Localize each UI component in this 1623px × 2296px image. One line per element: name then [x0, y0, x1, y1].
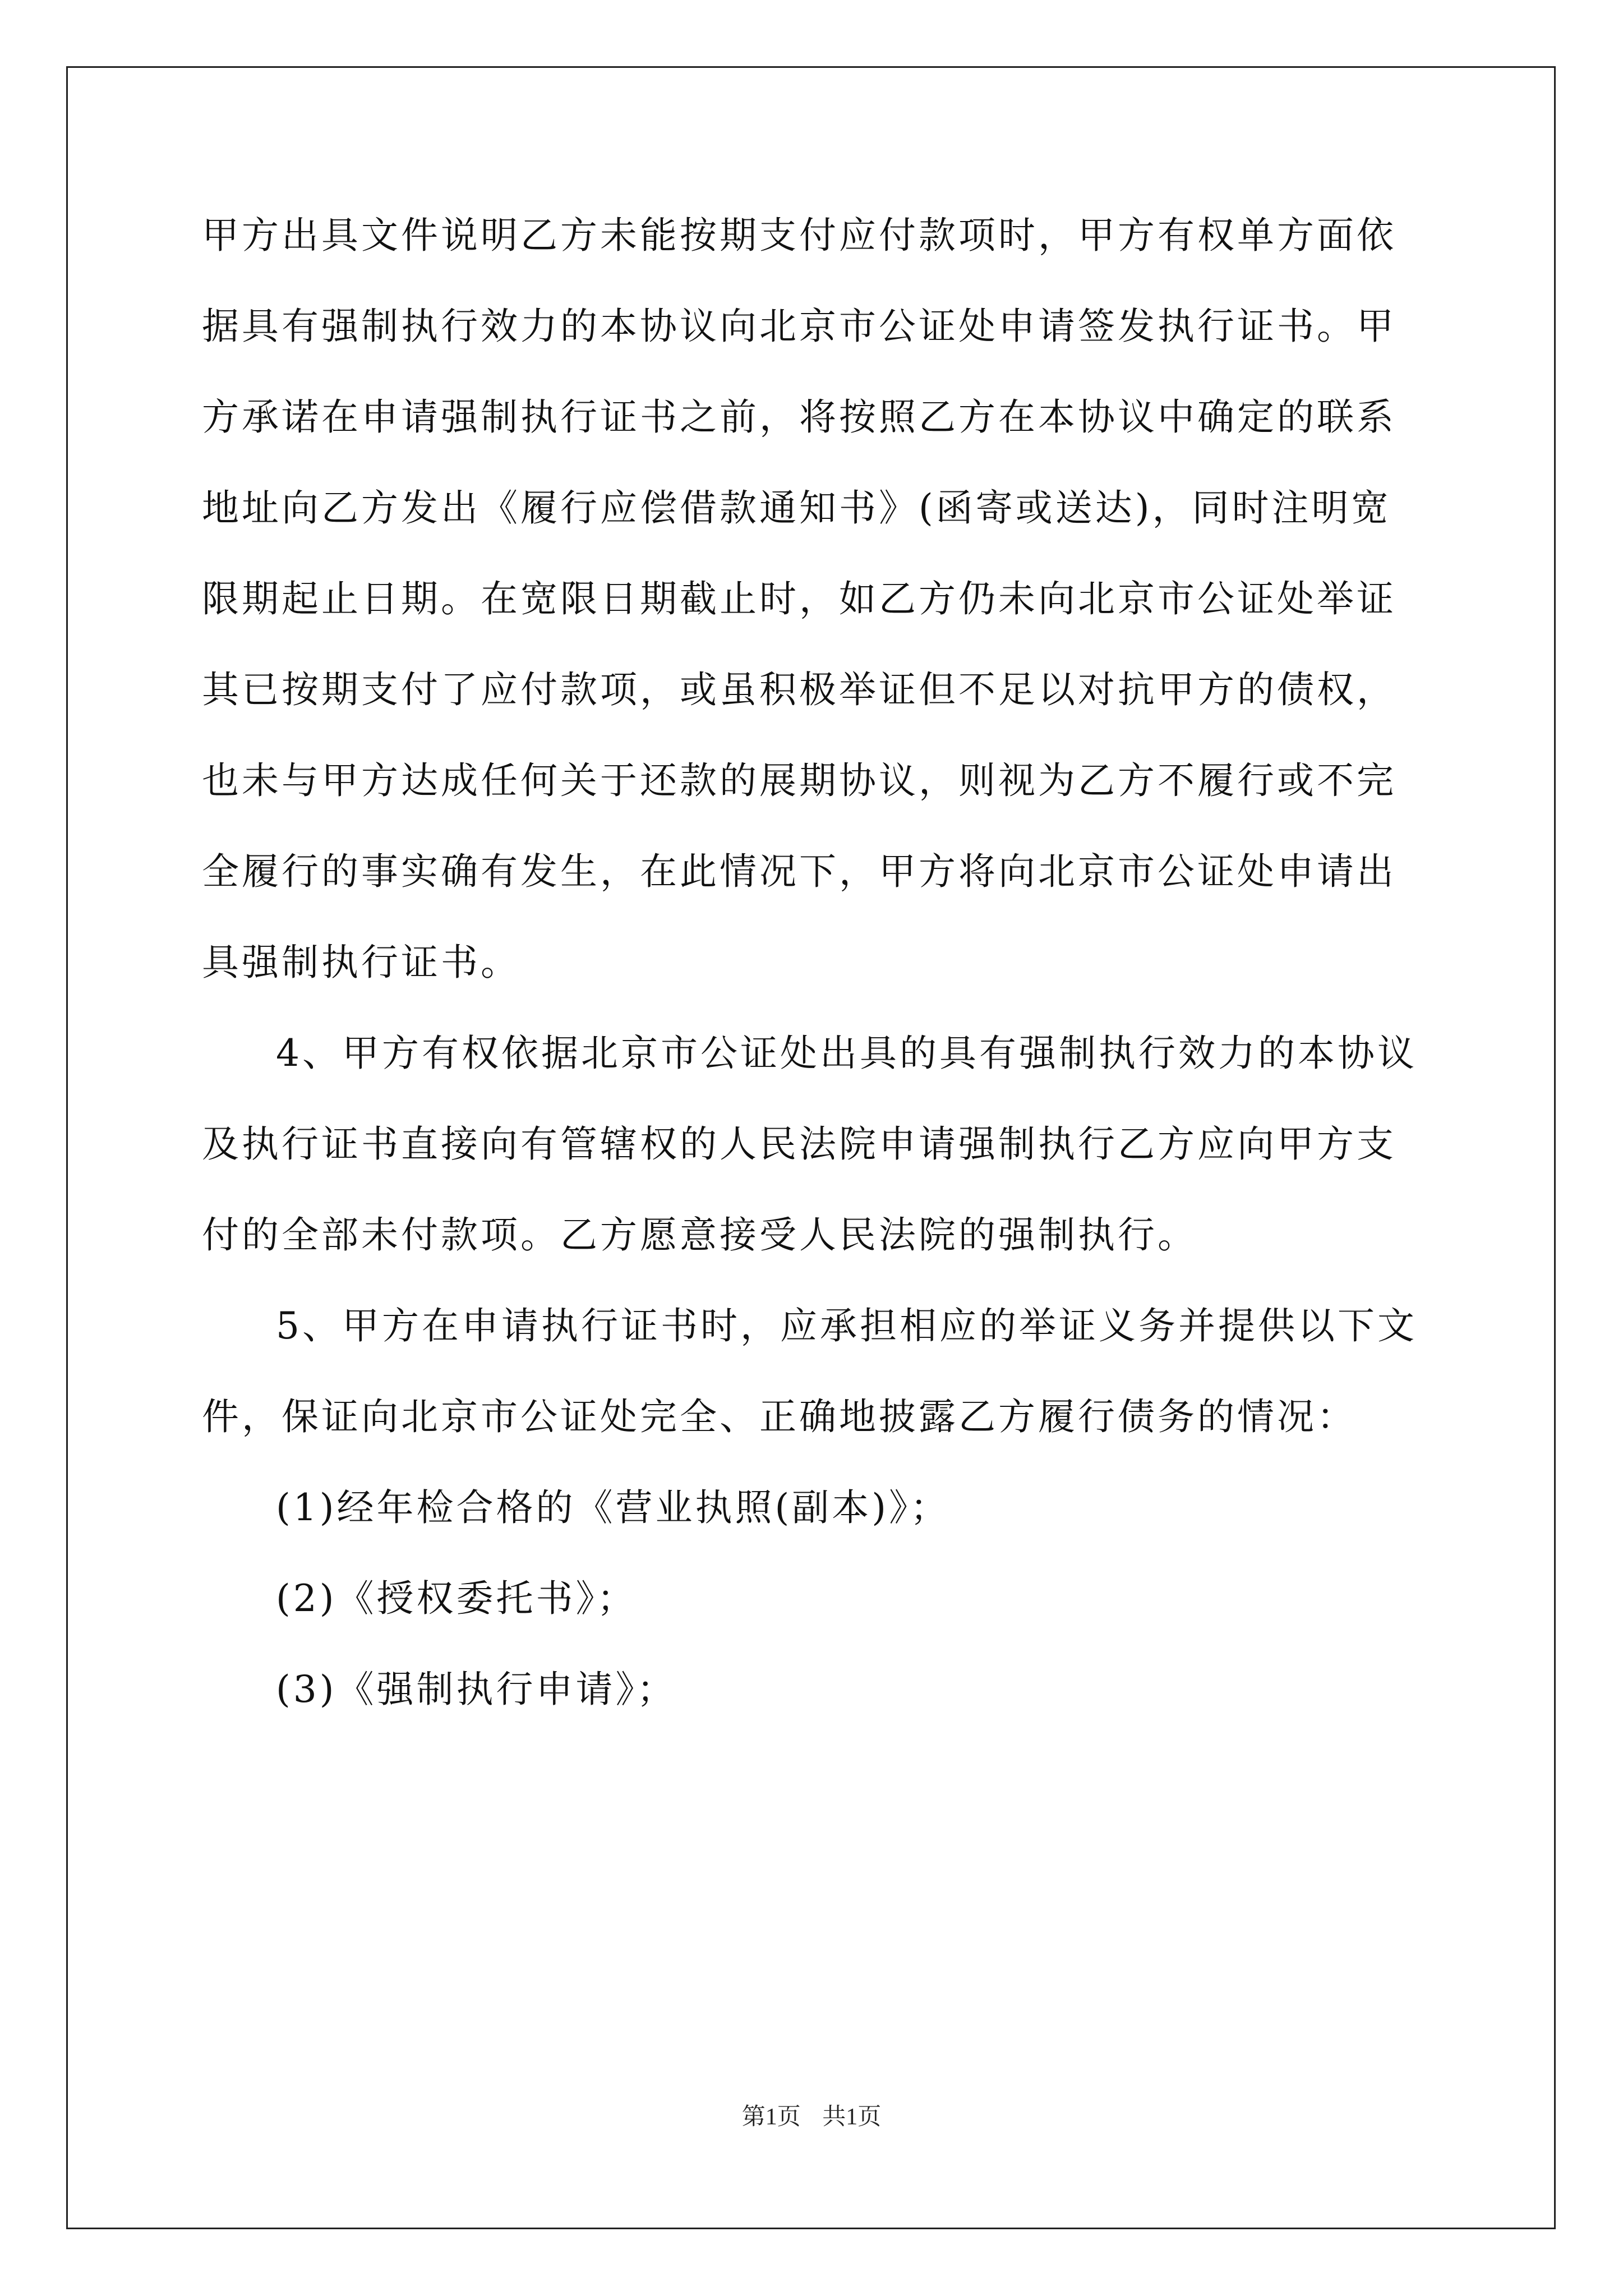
page-total: 共1页 [822, 2104, 882, 2130]
list-item-1: (1)经年检合格的《营业执照(副本)》； [276, 1486, 950, 1529]
list-item-2: (2)《授权委托书》； [276, 1577, 637, 1620]
text-line: 件，保证向北京市公证处完全、正确地披露乙方履行债务的情况： [202, 1395, 1357, 1438]
paragraph-4-first-line: 4、甲方有权依据北京市公证处出具的具有强制执行效力的本协议 [276, 1032, 1417, 1075]
text-line: 地址向乙方发出《履行应偿借款通知书》(函寄或送达)，同时注明宽 [202, 486, 1391, 530]
paragraph-5-first-line: 5、甲方在申请执行证书时，应承担相应的举证义务并提供以下文 [276, 1304, 1417, 1347]
page-number: 第1页 [741, 2104, 801, 2130]
text-line: 具强制执行证书。 [202, 941, 520, 984]
page-footer [0, 2098, 1623, 2132]
text-line: 方承诺在申请强制执行证书之前，将按照乙方在本协议中确定的联系 [202, 395, 1396, 439]
text-line: 限期起止日期。在宽限日期截止时，如乙方仍未向北京市公证处举证 [202, 577, 1396, 620]
text-line: 据具有强制执行效力的本协议向北京市公证处申请签发执行证书。甲 [202, 305, 1396, 348]
text-line: 付的全部未付款项。乙方愿意接受人民法院的强制执行。 [202, 1213, 1197, 1257]
text-line: 全履行的事实确有发生，在此情况下，甲方将向北京市公证处申请出 [202, 850, 1396, 893]
text-line: 及执行证书直接向有管辖权的人民法院申请强制执行乙方应向甲方支 [202, 1122, 1396, 1166]
text-line: 其已按期支付了应付款项，或虽积极举证但不足以对抗甲方的债权， [202, 668, 1396, 711]
text-line: 也未与甲方达成任何关于还款的展期协议，则视为乙方不履行或不完 [202, 759, 1396, 802]
text-line: 甲方出具文件说明乙方未能按期支付应付款项时，甲方有权单方面依 [202, 214, 1396, 257]
list-item-3: (3)《强制执行申请》； [276, 1668, 677, 1711]
